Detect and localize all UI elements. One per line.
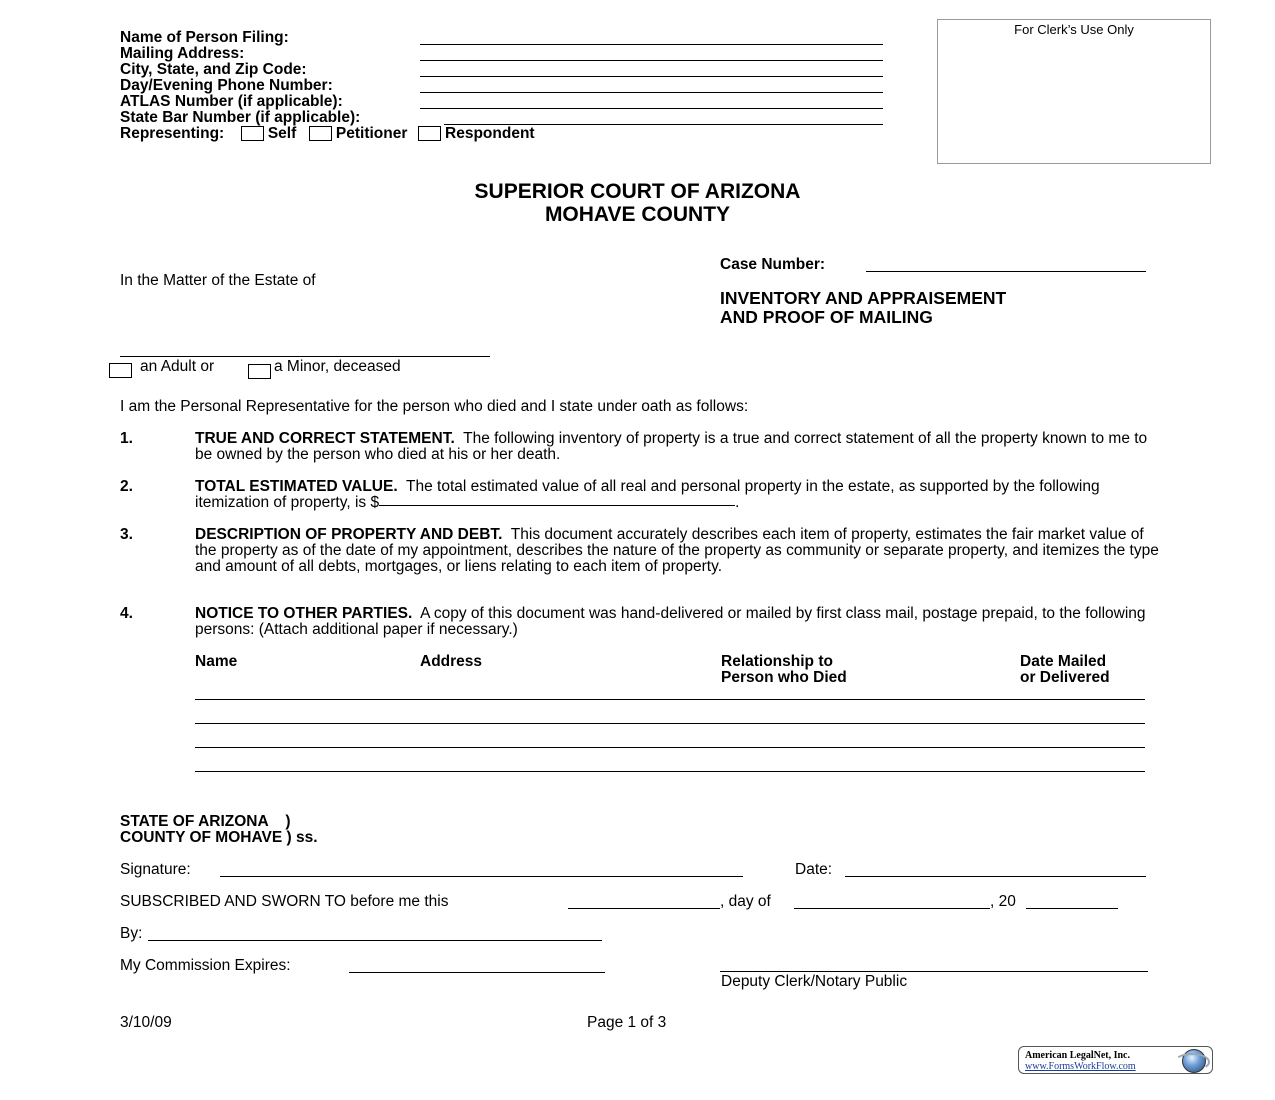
signature-field[interactable] [220,876,743,877]
representing-label: Representing: [120,125,225,142]
state-bar-label: State Bar Number (if applicable): [120,109,361,126]
sworn-year-prefix: , 20 [990,893,1016,910]
col-date-header-1: Date Mailed [1020,653,1107,670]
case-number-field[interactable] [866,271,1146,272]
item-2-tail: . [735,494,740,511]
oath-intro: I am the Personal Representative for the person who died and I state under oath as follows: [120,398,749,415]
minor-label: a Minor, deceased [274,358,401,375]
venue-county: COUNTY OF MOHAVE ) ss. [120,829,318,846]
date-field[interactable] [845,876,1146,877]
col-date-header-2: or Delivered [1020,669,1110,686]
swirl-icon [1174,1053,1210,1071]
commission-label: My Commission Expires: [120,957,291,974]
phone-label: Day/Evening Phone Number: [120,77,333,94]
item-3-paragraph [195,527,1160,575]
item-4-heading: NOTICE TO OTHER PARTIES. [195,605,413,622]
representing-row [120,126,535,142]
sworn-text: SUBSCRIBED AND SWORN TO before me this [120,893,449,910]
mailing-address-field[interactable] [420,60,883,61]
item-4-paragraph [195,606,1160,638]
sworn-day-of: , day of [720,893,771,910]
item-2-heading: TOTAL ESTIMATED VALUE. [195,478,398,495]
adult-checkbox[interactable] [109,363,132,378]
minor-checkbox[interactable] [248,364,271,379]
col-relationship-header-2: Person who Died [721,669,847,686]
clerk-use-box [937,19,1211,164]
page-number: Page 1 of 3 [587,1014,667,1031]
respondent-checkbox[interactable] [418,126,441,141]
estate-matter-label: In the Matter of the Estate of [120,272,316,289]
item-2-number: 2. [120,478,133,495]
item-4-number: 4. [120,605,133,622]
by-field[interactable] [148,940,602,941]
filer-name-label: Name of Person Filing: [120,29,289,46]
petitioner-checkbox[interactable] [309,126,332,141]
item-3-heading: DESCRIPTION OF PROPERTY AND DEBT. [195,526,503,543]
form-date: 3/10/09 [120,1014,172,1031]
adult-label: an Adult or [140,358,215,375]
item-4-text: A copy of this document was hand-delivered or mailed by first class mail, postage prepaid, to the following persons: (Attach additional paper if necessary.) [195,605,1146,638]
city-state-zip-field[interactable] [420,76,883,77]
notice-row-4[interactable] [195,771,1145,772]
col-relationship-header-1: Relationship to [721,653,833,670]
notice-row-1[interactable] [195,699,1145,700]
logo-company: American LegalNet, Inc. [1025,1050,1130,1061]
total-value-field[interactable] [379,505,735,506]
deputy-signature-line[interactable] [720,971,1148,972]
item-2-text: The total estimated value of all real and personal property in the estate, as supported by the following itemization of property, is $ [195,478,1100,511]
mailing-address-label: Mailing Address: [120,45,245,62]
item-1-number: 1. [120,430,133,447]
decedent-name-field[interactable] [120,356,490,357]
sworn-year-field[interactable] [1026,908,1118,909]
petitioner-label: Petitioner [335,125,408,142]
date-label: Date: [795,861,833,878]
case-number-label: Case Number: [720,256,826,273]
notice-row-2[interactable] [195,723,1145,724]
item-2-paragraph [195,479,1160,511]
item-1-paragraph [195,431,1160,463]
sworn-month-field[interactable] [794,908,990,909]
venue-state: STATE OF ARIZONA ) [120,813,291,830]
self-label: Self [267,125,297,142]
commission-field[interactable] [349,972,605,973]
atlas-number-label: ATLAS Number (if applicable): [120,93,343,110]
clerk-use-label: For Clerk’s Use Only [1014,22,1134,37]
signature-label: Signature: [120,861,191,878]
notice-row-3[interactable] [195,747,1145,748]
item-3-number: 3. [120,526,133,543]
item-1-heading: TRUE AND CORRECT STATEMENT. [195,430,455,447]
county-name: MOHAVE COUNTY [544,203,731,226]
document-title-line2: AND PROOF OF MAILING [720,307,933,327]
document-title-line1: INVENTORY AND APPRAISEMENT [720,288,1007,308]
american-legalnet-logo [1018,1046,1213,1074]
col-address-header: Address [420,653,483,670]
item-1-text: The following inventory of property is a true and correct statement of all the property known to me to be owned by the person who died at his or her death. [195,430,1148,463]
respondent-label: Respondent [445,125,535,142]
city-state-zip-label: City, State, and Zip Code: [120,61,307,78]
filer-name-field[interactable] [420,44,883,45]
atlas-number-field[interactable] [420,108,883,109]
logo-url[interactable]: www.FormsWorkFlow.com [1025,1061,1136,1072]
deputy-label: Deputy Clerk/Notary Public [721,973,908,990]
court-name: SUPERIOR COURT OF ARIZONA [474,180,801,203]
sworn-day-field[interactable] [568,908,720,909]
item-3-text: This document accurately describes each item of property, estimates the fair market value of the property as of the date of my appointment, describes the nature of the property as community or separate property, and itemizes the type and amount of all debts, mortgages, or liens relating to each item of property. [195,526,1159,575]
phone-field[interactable] [420,92,883,93]
by-label: By: [120,925,143,942]
self-checkbox[interactable] [241,126,264,141]
col-name-header: Name [195,653,238,670]
